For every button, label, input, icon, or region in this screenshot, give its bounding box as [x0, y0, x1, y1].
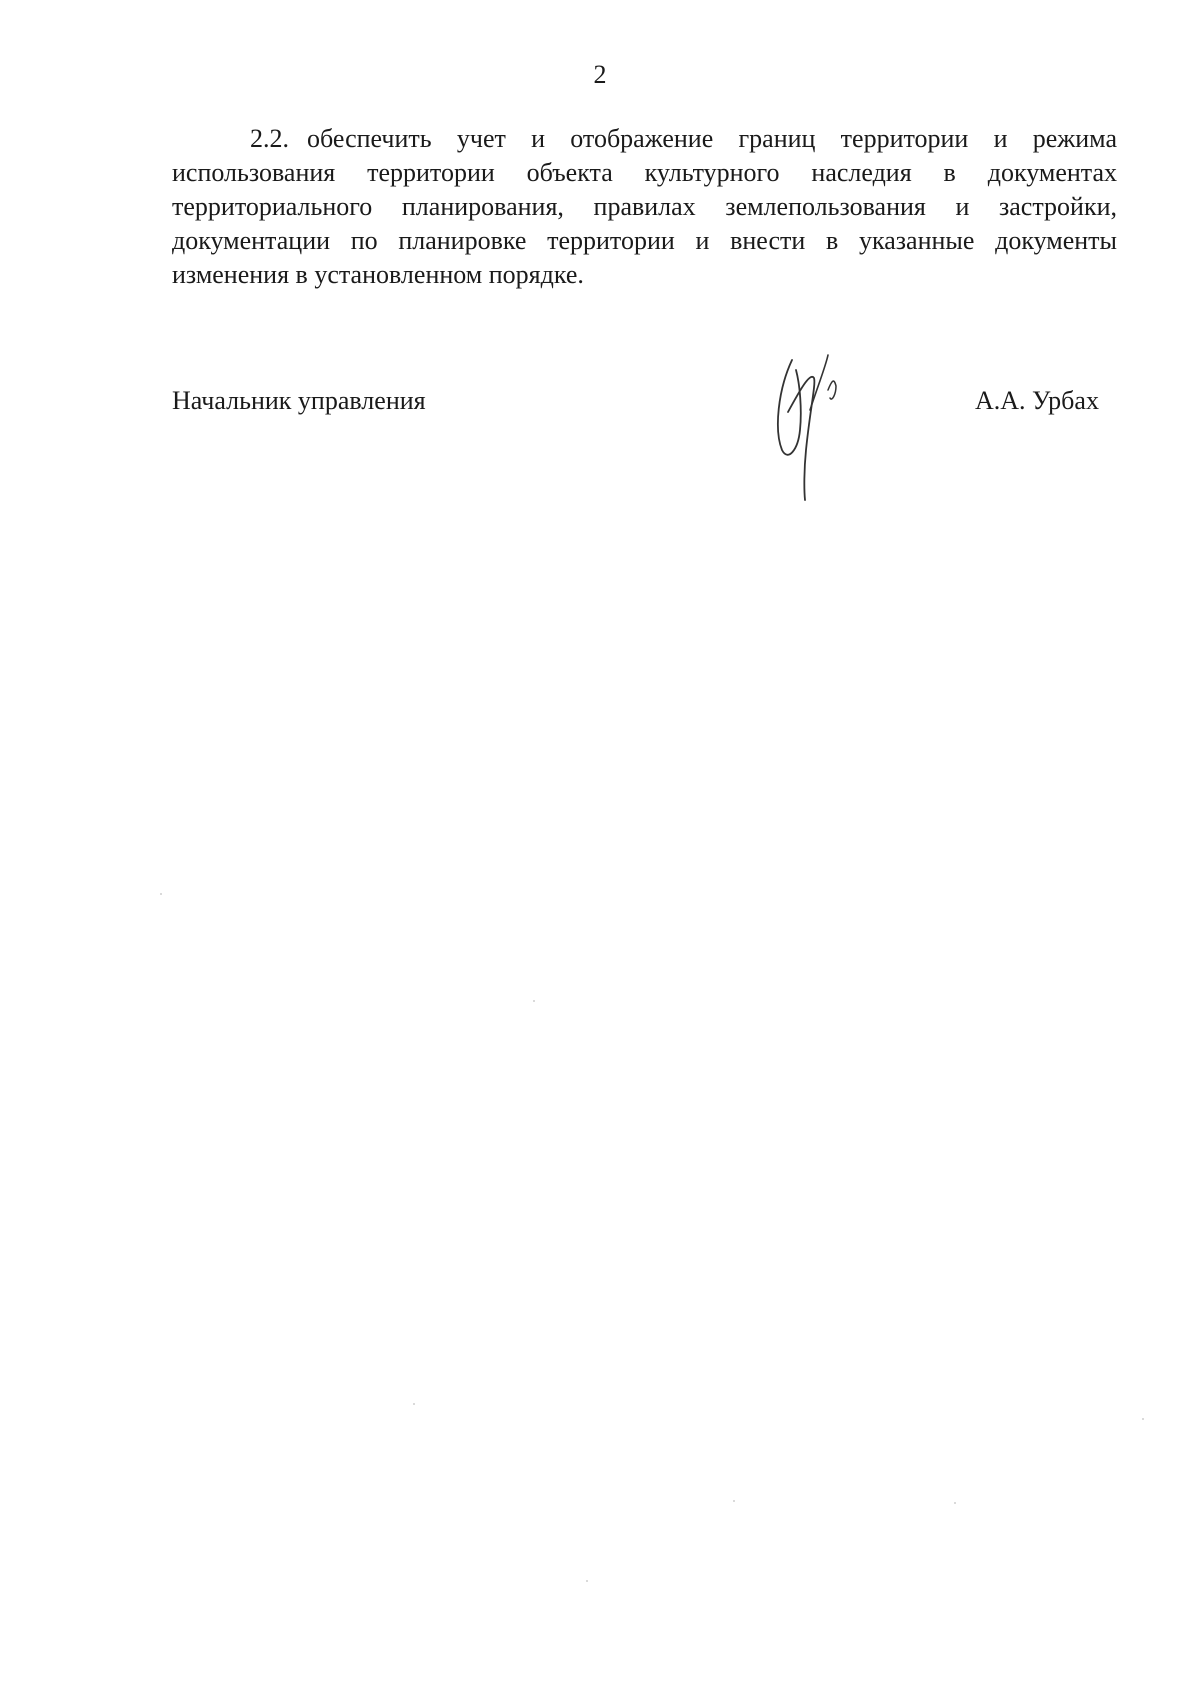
paragraph-line: территориального планирования, правилах землепользования и застройки, — [172, 192, 1117, 221]
scan-speck — [413, 1403, 415, 1405]
paragraph-line-text: обеспечить учет и отображение границ территории и режима — [307, 124, 1117, 153]
page-number: 2 — [593, 60, 607, 89]
scan-speck — [733, 1500, 735, 1502]
scan-speck — [1142, 1418, 1144, 1420]
paragraph-line — [172, 122, 1117, 156]
paragraph-line: изменения в установленном порядке. — [172, 260, 584, 289]
scan-speck — [954, 1502, 956, 1504]
paragraph-line: использования территории объекта культурного наследия в документах — [172, 158, 1117, 187]
paragraph-line: документации по планировке территории и внести в указанные документы — [172, 226, 1117, 255]
scan-speck — [160, 893, 162, 895]
scan-speck — [533, 1000, 535, 1002]
paragraph-2-2 — [172, 122, 1117, 292]
signatory-name: А.А. Урбах — [975, 386, 1099, 415]
scan-speck — [586, 1580, 588, 1582]
handwritten-signature — [770, 350, 900, 510]
paragraph-number: 2.2. — [250, 124, 289, 153]
signatory-title: Начальник управления — [172, 386, 426, 415]
